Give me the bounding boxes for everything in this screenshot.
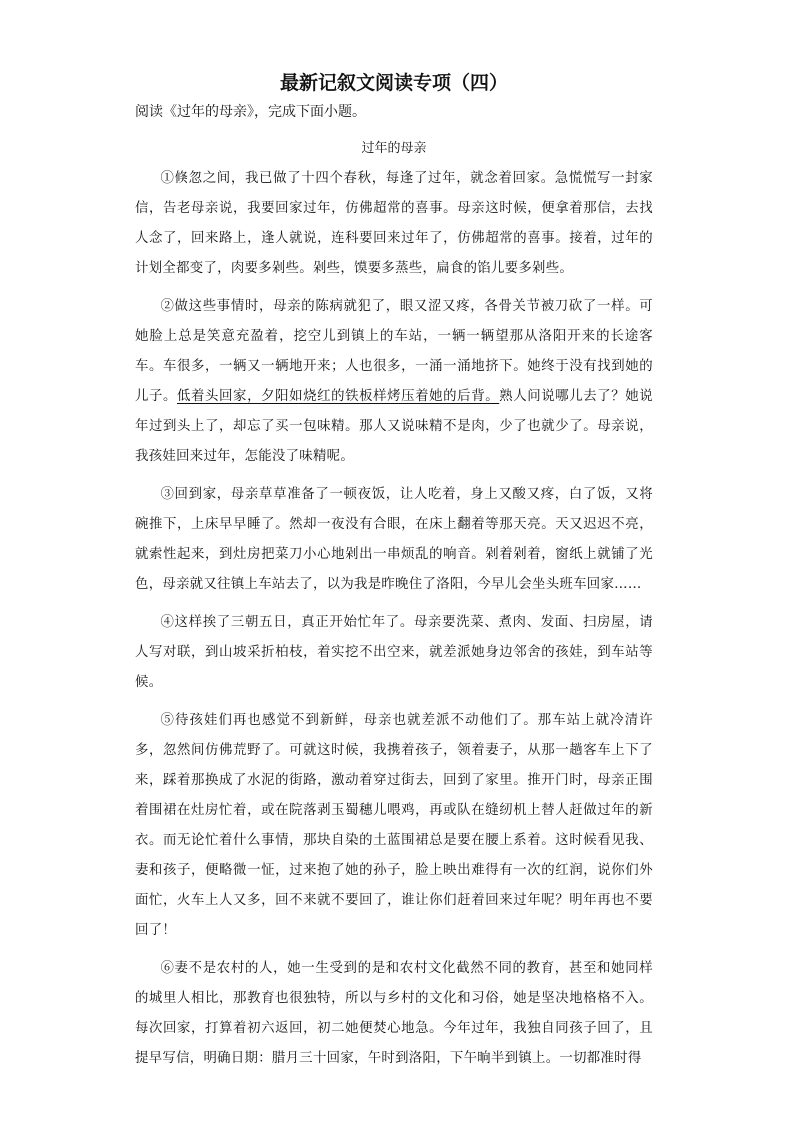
paragraph-4: ④这样挨了三朝五日，真正开始忙年了。母亲要洗菜、煮肉、发面、扫房屋，请人写对联，到山坡采折柏枝，着实挖不出空来，就差派她身边邻舍的孩娃，到车站等候。	[135, 615, 653, 690]
article-body	[135, 164, 653, 1074]
paragraph-5: ⑤待孩娃们再也感觉不到新鲜，母亲也就差派不动他们了。那车站上就冷清许多，忽然间仿佛荒野了。可就这时候，我携着孩子，领着妻子，从那一趟客车上下了来，踩着那换成了水泥的街路，激动着穿过街去，回到了家里。推开门时，母亲正围着围裙在灶房忙着，或在院落剥玉蜀穗儿喂鸡，再或队在缝纫机上替人赶做过年的新衣。而无论忙着什么事情，那块自染的土蓝围裙总是要在腰上系着。这时候看见我、妻和孩子，便略微一怔，过来抱了她的孙子，脸上映出难得有一次的红润，说你们外面忙，火车上人又多，回不来就不要回了，谁让你们赶着回来过年呢？明年再也不要回了！	[135, 713, 653, 938]
paragraph-3: ③回到家，母亲草草准备了一顿夜饭，让人吃着，身上又酸又疼，白了饭，又将碗推下，上床早早睡了。然却一夜没有合眼，在床上翻着等那天亮。天又迟迟不亮，就索性起来，到灶房把菜刀小心地剁出一串烦乱的响音。剁着剁着，窗纸上就铺了光色，母亲就又往镇上车站去了，以为我是昨晚住了洛阳，今早儿会坐头班车回家……	[135, 487, 653, 592]
underlined-sentence: 低着头回家，夕阳如烧红的铁板样烤压着她的后背。	[177, 389, 500, 404]
paragraph-2	[135, 292, 653, 472]
document-title: 最新记叙文阅读专项（四）	[279, 72, 508, 94]
paragraph-1: ①倏忽之间，我已做了十四个春秋，每逢了过年，就念着回家。急慌慌写一封家信，告老母亲说，我要回家过年，仿佛超常的喜事。母亲这时候，便拿着那信，去找人念了，回来路上，逢人就说，连科要回来过年了，仿佛超常的喜事。接着，过年的计划全都变了，肉要多剁些。剁些，馍要多蒸些，扁食的馅儿要多剁些。	[135, 171, 653, 276]
paragraph-6: ⑥妻不是农村的人，她一生受到的是和农村文化截然不同的教育，甚至和她同样的城里人相比，那教育也很独特，所以与乡村的文化和习俗，她是坚决地格格不入。每次回家，打算着初六返回，初二她便焚心地急。今年过年，我独自同孩子回了，且提早写信，明确日期：腊月三十回家，午时到洛阳，下午晌半到镇上。一切都准时得	[135, 961, 653, 1066]
reading-instruction: 阅读《过年的母亲》，完成下面小题。	[135, 104, 366, 120]
paragraph-2-text-before: ②做这些事情时，母亲的陈病就犯了，眼又涩又疼，各骨关节被刀砍了一样。可她脸上总是笑意充盈着，挖空儿到镇上的车站，一辆一辆望那从洛阳开来的长途客车。车很多，一辆又一辆地开来；人也很多，一涌一涌地挤下。她终于没有找到她的儿子。	[135, 299, 653, 404]
paragraph-2-text-after: 熟人问说哪儿去了？她说年过到头上了，却忘了买一包味精。那人又说味精不是肉，少了也就少了。母亲说，我孩娃回来过年，怎能没了味精呢。	[135, 389, 653, 464]
article-title: 过年的母亲	[361, 141, 427, 156]
